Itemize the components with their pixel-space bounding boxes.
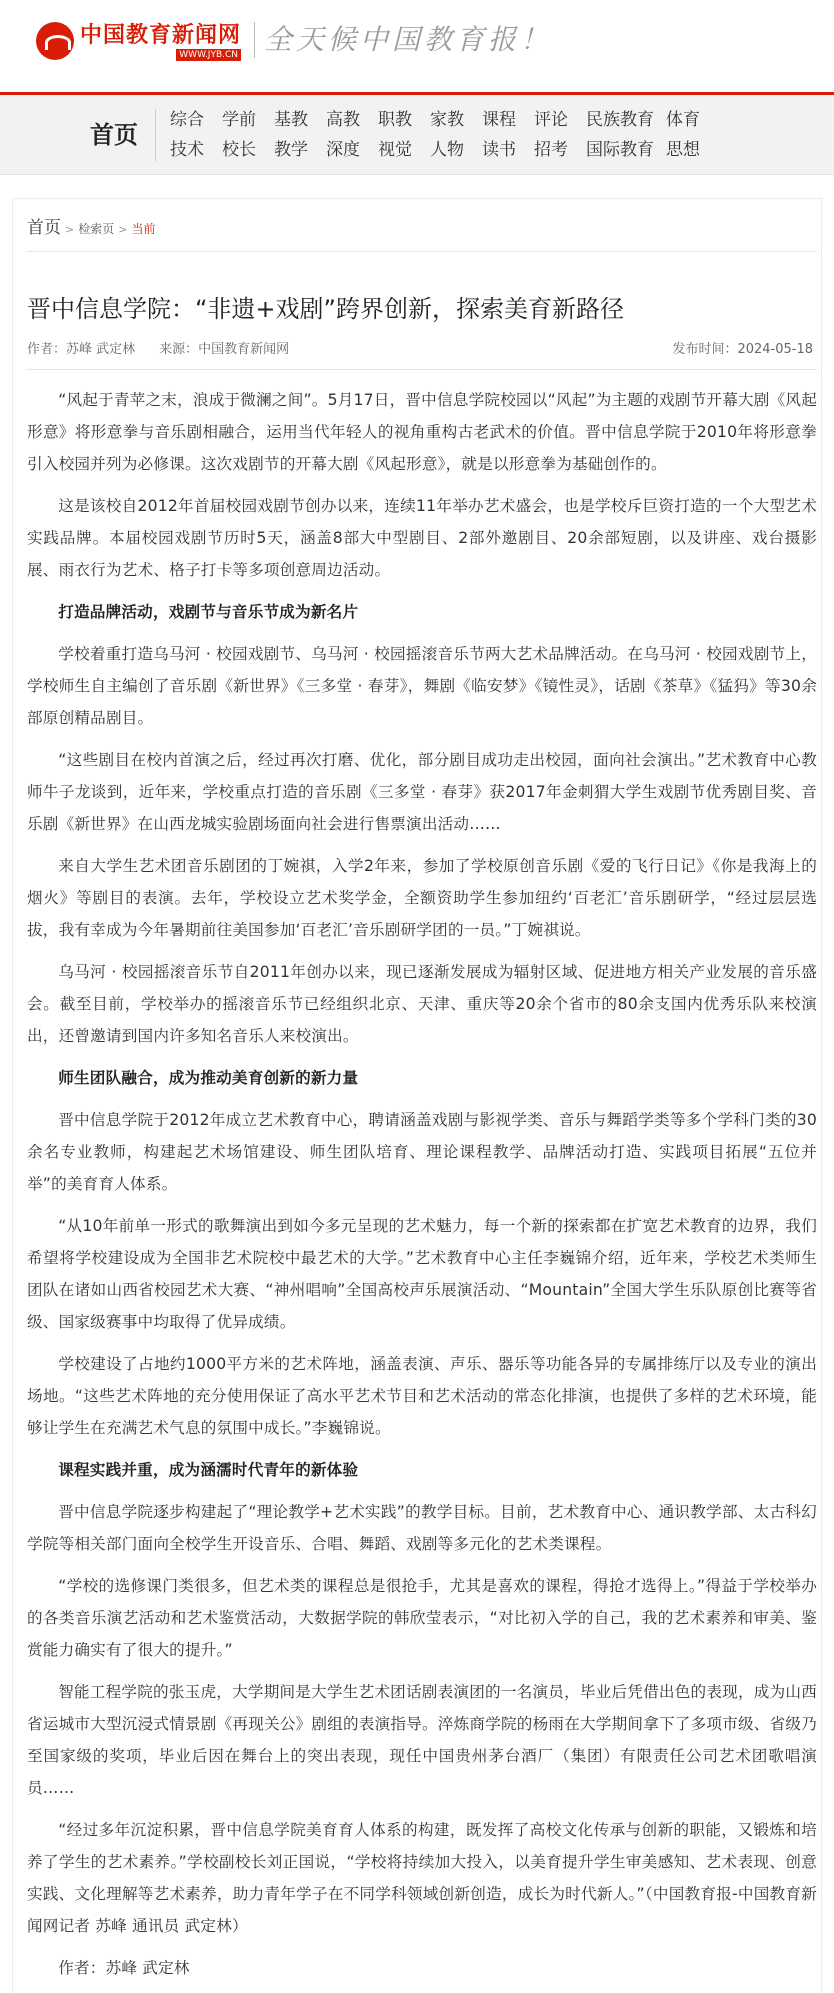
article-paragraph: 晋中信息学院逐步构建起了“理论教学+艺术实践”的教学目标。目前，艺术教育中心、通识教学部、太古科幻学院等相关部门面向全校学生开设音乐、合唱、舞蹈、戏剧等多元化的艺术类课程。: [27, 1503, 817, 1553]
article-pubdate: 发布时间：2024-05-18: [672, 342, 813, 357]
logo-icon: [36, 22, 74, 60]
nav-item-primary-6[interactable]: 课程: [482, 110, 516, 130]
nav-item-secondary-7[interactable]: 招考: [534, 140, 568, 160]
main-nav: [0, 95, 834, 175]
breadcrumb-home[interactable]: 首页: [27, 218, 61, 238]
article-paragraph: 学校着重打造乌马河 · 校园戏剧节、乌马河 · 校园摇滚音乐节两大艺术品牌活动。在乌马河 · 校园戏剧节上，学校师生自主编创了音乐剧《新世界》《三多堂 · 春芽》，舞剧《临安梦》《镜性灵》，话剧《茶草》《猛犸》等30余部原创精品剧目。: [27, 645, 817, 727]
article-title: 晋中信息学院：“非遗+戏剧”跨界创新，探索美育新路径: [27, 295, 624, 323]
article-subheading: 师生团队融合，成为推动美育创新的新力量: [58, 1069, 359, 1087]
breadcrumb-current: 当前: [131, 222, 156, 236]
nav-item-primary-7[interactable]: 评论: [534, 110, 568, 130]
article-paragraph: “经过多年沉淀积累，晋中信息学院美育育人体系的构建，既发挥了高校文化传承与创新的职能，又锻炼和培养了学生的艺术素养。”学校副校长刘正国说，“学校将持续加大投入，以美育提升学生审美感知、艺术表现、创意实践、文化理解等艺术素养，助力青年学子在不同学科领域创新创造，成长为时代新人。”（中国教育报-中国教育新闻网记者 苏峰 通讯员 武定林）: [27, 1821, 817, 1935]
nav-item-secondary-9[interactable]: 思想: [666, 140, 700, 160]
nav-item-primary-0[interactable]: 综合: [170, 110, 204, 130]
article-subheading: 打造品牌活动，戏剧节与音乐节成为新名片: [58, 603, 359, 621]
nav-item-secondary-4[interactable]: 视觉: [378, 140, 412, 160]
nav-item-primary-3[interactable]: 高教: [326, 110, 360, 130]
logo-url: WWW.JYB.CN: [176, 49, 241, 61]
article-container: [12, 198, 822, 1993]
nav-item-primary-9[interactable]: 体育: [666, 110, 700, 130]
breadcrumb: [27, 213, 155, 238]
site-header: [0, 0, 834, 92]
article-paragraph: 乌马河 · 校园摇滚音乐节自2011年创办以来，现已逐渐发展成为辐射区域、促进地方相关产业发展的音乐盛会。截至目前，学校举办的摇滚音乐节已经组织北京、天津、重庆等20余个省市的80余支国内优秀乐队来校演出，还曾邀请到国内许多知名音乐人来校演出。: [27, 963, 817, 1045]
article-byline: 作者：苏峰 武定林: [58, 1959, 190, 1977]
nav-separator: [155, 109, 156, 161]
article-author: 作者：苏峰 武定林: [27, 342, 136, 357]
article-paragraph: “从10年前单一形式的歌舞演出到如今多元呈现的艺术魅力，每一个新的探索都在扩宽艺术教育的边界，我们希望将学校建设成为全国非艺术院校中最艺术的大学。”艺术教育中心主任李巍锦介绍，近年来，学校艺术类师生团队在诸如山西省校园艺术大赛、“神州唱响”全国高校声乐展演活动、“Mountain”全国大学生乐队原创比赛等省级、国家级赛事中均取得了优异成绩。: [27, 1217, 817, 1331]
meta-divider: [27, 369, 817, 370]
nav-item-secondary-0[interactable]: 技术: [170, 140, 204, 160]
nav-item-primary-1[interactable]: 学前: [222, 110, 256, 130]
article-paragraph: “风起于青苹之末，浪成于微澜之间”。5月17日，晋中信息学院校园以“风起”为主题的戏剧节开幕大剧《风起形意》将形意拳与音乐剧相融合，运用当代年轻人的视角重构古老武术的价值。晋中信息学院于2010年将形意拳引入校园并列为必修课。这次戏剧节的开幕大剧《风起形意》，就是以形意拳为基础创作的。: [27, 391, 817, 473]
article-paragraph: 学校建设了占地约1000平方米的艺术阵地，涵盖表演、声乐、器乐等功能各异的专属排练厅以及专业的演出场地。“这些艺术阵地的充分使用保证了高水平艺术节目和艺术活动的常态化排演，也提供了多样的艺术环境，能够让学生在充满艺术气息的氛围中成长。”李巍锦说。: [27, 1355, 817, 1437]
nav-row-secondary: [170, 137, 706, 163]
site-logo[interactable]: [36, 18, 241, 64]
article-paragraph: “学校的选修课门类很多，但艺术类的课程总是很抢手，尤其是喜欢的课程，得抢才选得上。”得益于学校举办的各类音乐演艺活动和艺术鉴赏活动，大数据学院的韩欣莹表示，“对比初入学的自己，我的艺术素养和审美、鉴赏能力确实有了很大的提升。”: [27, 1577, 817, 1659]
breadcrumb-search-page[interactable]: 检索页: [78, 222, 115, 236]
nav-item-primary-8[interactable]: 民族教育: [586, 110, 654, 130]
breadcrumb-separator-icon: >: [118, 223, 128, 236]
article-paragraph: 来自大学生艺术团音乐剧团的丁婉祺，入学2年来，参加了学校原创音乐剧《爱的飞行日记》《你是我海上的烟火》等剧目的表演。去年，学校设立艺术奖学金，全额资助学生参加纽约‘百老汇’音乐剧研学，“经过层层选拔，我有幸成为今年暑期前往美国参加‘百老汇’音乐剧研学团的一员。”丁婉祺说。: [27, 857, 817, 939]
nav-row-primary: [170, 107, 706, 133]
logo-divider: [254, 22, 255, 58]
nav-item-primary-2[interactable]: 基教: [274, 110, 308, 130]
article-source: 来源：中国教育新闻网: [159, 342, 290, 357]
nav-item-secondary-8[interactable]: 国际教育: [586, 140, 654, 160]
site-slogan: 全天候中国教育报！: [264, 23, 553, 56]
nav-item-secondary-3[interactable]: 深度: [326, 140, 360, 160]
breadcrumb-separator-icon: >: [65, 223, 75, 236]
article-paragraph: 这是该校自2012年首届校园戏剧节创办以来，连续11年举办艺术盛会，也是学校斥巨资打造的一个大型艺术实践品牌。本届校园戏剧节历时5天，涵盖8部大中型剧目、2部外邀剧目、20余部短剧，以及讲座、戏台摄影展、雨衣行为艺术、格子打卡等多项创意周边活动。: [27, 497, 817, 579]
article-paragraph: “这些剧目在校内首演之后，经过再次打磨、优化，部分剧目成功走出校园，面向社会演出。”艺术教育中心教师牛子龙谈到，近年来，学校重点打造的音乐剧《三多堂 · 春芽》获2017年金刺猬大学生戏剧节优秀剧目奖、音乐剧《新世界》在山西龙城实验剧场面向社会进行售票演出活动……: [27, 751, 817, 833]
nav-item-secondary-2[interactable]: 教学: [274, 140, 308, 160]
article-subheading: 课程实践并重，成为涵濡时代青年的新体验: [58, 1461, 359, 1479]
article-paragraph: 晋中信息学院于2012年成立艺术教育中心，聘请涵盖戏剧与影视学类、音乐与舞蹈学类等多个学科门类的30余名专业教师，构建起艺术场馆建设、师生团队培育、理论课程教学、品牌活动打造、实践项目拓展“五位并举”的美育育人体系。: [27, 1111, 817, 1193]
article-meta: [27, 341, 289, 359]
nav-home-link[interactable]: 首页: [90, 121, 138, 149]
article-paragraph: 智能工程学院的张玉虎，大学期间是大学生艺术团话剧表演团的一名演员，毕业后凭借出色的表现，成为山西省运城市大型沉浸式情景剧《再现关公》剧组的表演指导。淬炼商学院的杨雨在大学期间拿下了多项市级、省级乃至国家级的奖项，毕业后因在舞台上的突出表现，现任中国贵州茅台酒厂（集团）有限责任公司艺术团歌唱演员……: [27, 1683, 817, 1797]
breadcrumb-divider: [27, 251, 817, 252]
nav-item-primary-5[interactable]: 家教: [430, 110, 464, 130]
logo-name: 中国教育新闻网: [80, 21, 242, 48]
nav-item-secondary-5[interactable]: 人物: [430, 140, 464, 160]
article-body: [27, 384, 817, 1993]
nav-item-primary-4[interactable]: 职教: [378, 110, 412, 130]
nav-item-secondary-6[interactable]: 读书: [482, 140, 516, 160]
nav-item-secondary-1[interactable]: 校长: [222, 140, 256, 160]
